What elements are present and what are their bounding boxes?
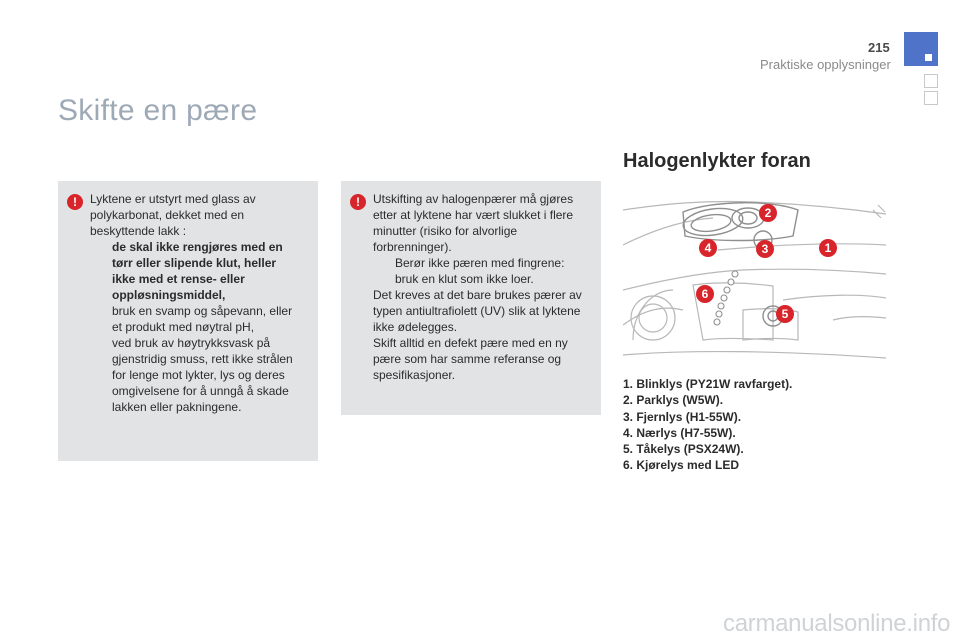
marker-4 <box>699 239 717 257</box>
list-item: 2. Parklys (W5W). <box>623 393 724 408</box>
page-number: 215 <box>868 40 890 55</box>
bullet-icon <box>90 239 112 303</box>
marker-6 <box>696 285 714 303</box>
marker-label: 3 <box>761 242 769 256</box>
warning-icon: ! <box>67 194 83 210</box>
headlamp-diagram <box>623 190 886 362</box>
marker-5 <box>776 305 794 323</box>
list-item <box>90 303 300 335</box>
warning-box-polycarbonate <box>58 181 318 461</box>
chapter-tab-empty-1 <box>924 74 938 88</box>
tab-dot <box>925 54 932 61</box>
list-item <box>373 255 583 287</box>
watermark: carmanualsonline.info <box>723 610 951 637</box>
marker-label: 5 <box>781 307 789 321</box>
marker-label: 2 <box>764 206 772 220</box>
marker-2 <box>759 204 777 222</box>
bullet-text: Berør ikke pæren med fingrene: bruk en klut som ikke loer. <box>395 256 565 286</box>
chapter-tab <box>904 32 938 66</box>
list-item: 3. Fjernlys (H1-55W). <box>623 409 742 424</box>
list-item <box>90 239 300 303</box>
list-item: 1. Blinklys (PY21W ravfarget). <box>623 377 793 391</box>
list-item <box>90 335 300 415</box>
marker-label: 1 <box>824 241 832 255</box>
marker-3 <box>756 240 774 258</box>
bullet-text: bruk en svamp og såpevann, eller et produkt med nøytral pH, <box>112 304 293 334</box>
bulb-legend <box>623 376 792 474</box>
bullet-text: ved bruk av høytrykksvask på gjenstridig smuss, rett ikke strålen for lenge mot lykter, lys og deres omgivelsene for å unngå å skade lakken eller pakningene. <box>112 336 293 414</box>
warning-icon: ! <box>350 194 366 210</box>
bullet-icon <box>90 335 112 415</box>
warning-intro: Lyktene er utstyrt med glass av polykarbonat, dekket med en beskyttende lakk : <box>90 192 256 238</box>
bullet-icon <box>90 303 112 335</box>
marker-1 <box>819 239 837 257</box>
warning-intro: Utskifting av halogenpærer må gjøres etter at lyktene har vært slukket i flere minutter (risiko for alvorlige forbrenninger). <box>373 192 574 254</box>
bullet-text: de skal ikke rengjøres med en tørr eller slipende klut, heller ikke med et rense- eller oppløsningsmiddel, <box>112 240 283 302</box>
section-name: Praktiske opplysninger <box>760 57 891 72</box>
warning-box-halogen <box>341 181 601 415</box>
chapter-tab-empty-2 <box>924 91 938 105</box>
warning-paragraph: Det kreves at det bare brukes pærer av typen antiultrafiolett (UV) slik at lyktene ikke ødelegges. <box>373 288 582 334</box>
marker-label: 4 <box>704 241 712 255</box>
list-item: 4. Nærlys (H7-55W). <box>623 425 736 440</box>
page-title: Skifte en pære <box>58 94 258 127</box>
list-item: 5. Tåkelys (PSX24W). <box>623 442 744 457</box>
section-heading: Halogenlykter foran <box>623 150 811 172</box>
bullet-icon <box>373 255 395 287</box>
marker-label: 6 <box>701 287 709 301</box>
list-item: 6. Kjørelys med LED <box>623 458 740 473</box>
warning-paragraph: Skift alltid en defekt pære med en ny pære som har samme referanse og spesifikasjoner. <box>373 336 568 382</box>
diagram-background <box>623 190 886 362</box>
